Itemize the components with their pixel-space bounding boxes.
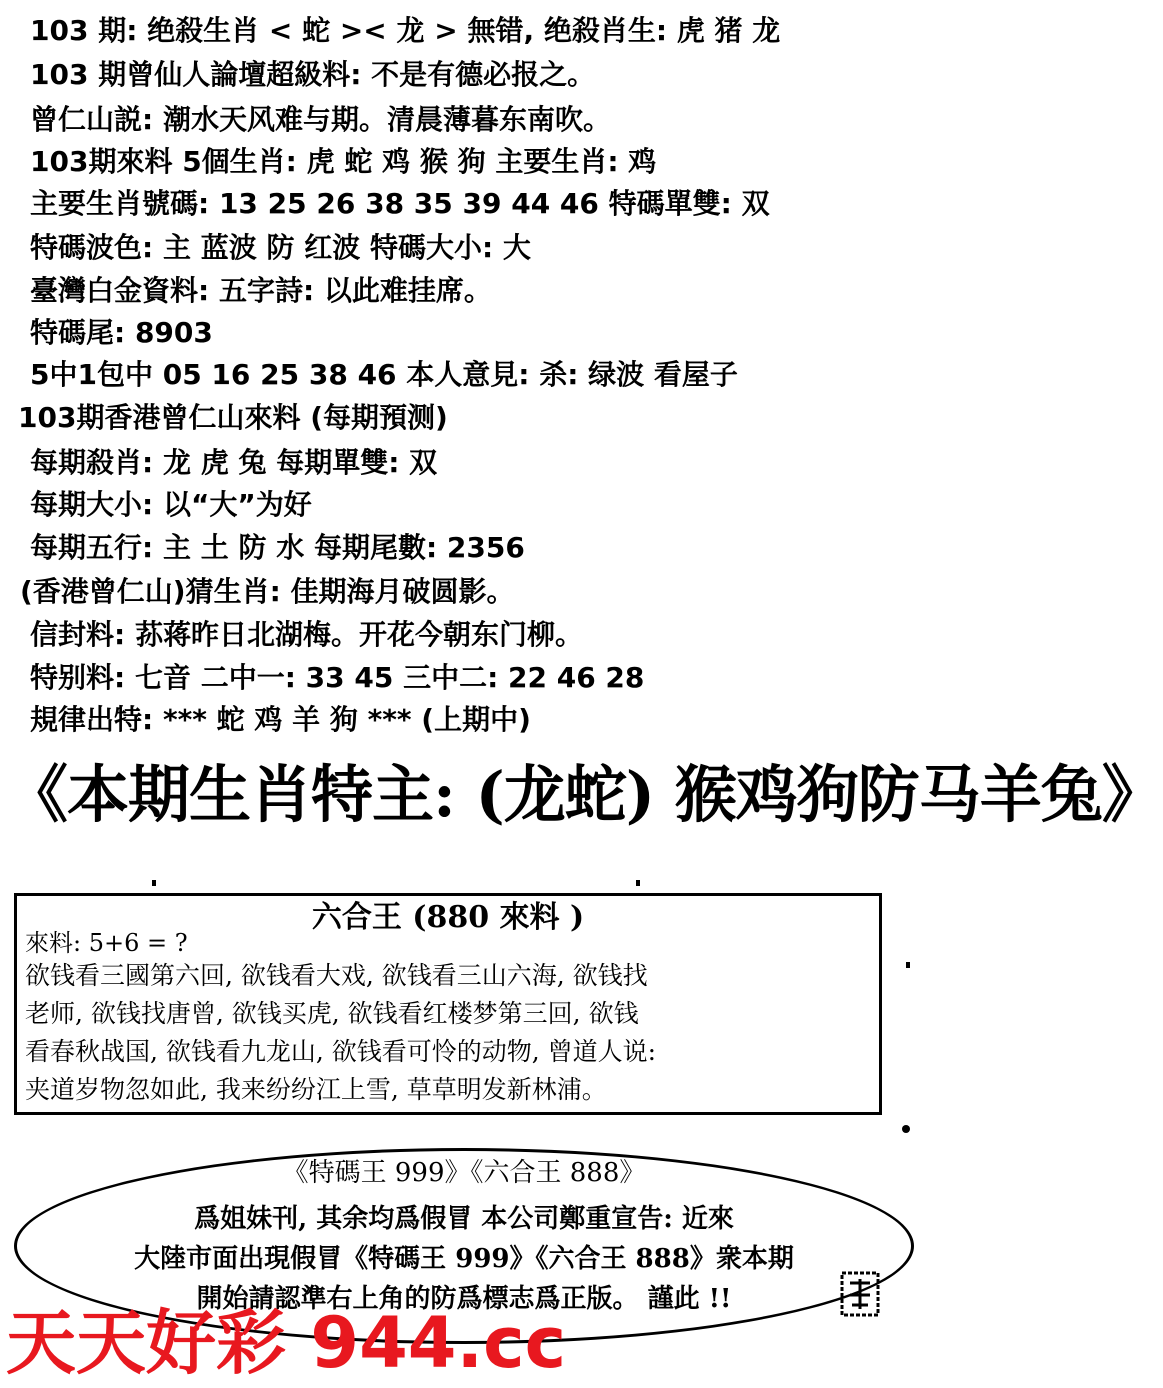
notice-line: 爲姐妹刊, 其余均爲假冒 本公司鄭重宣告: 近來 bbox=[194, 1204, 734, 1234]
forecast-line: 103期香港曾仁山來料 (每期預测) bbox=[18, 401, 448, 434]
speck bbox=[906, 962, 910, 968]
riddle-line: 看春秋战国, 欲钱看九龙山, 欲钱看可怜的动物, 曾道人说: bbox=[25, 1037, 657, 1066]
notice-line: 《特碼王 999》《六合王 888》 bbox=[282, 1158, 646, 1188]
forecast-line: 特别料: 七音 二中一: 33 45 三中二: 22 46 28 bbox=[30, 661, 645, 694]
speck bbox=[902, 1125, 910, 1133]
forecast-line: 臺灣白金資料: 五字詩: 以此难挂席。 bbox=[30, 274, 492, 307]
forecast-line: 主要生肖號碼: 13 25 26 38 35 39 44 46 特碼單雙: 双 bbox=[30, 187, 770, 220]
speck bbox=[636, 880, 640, 886]
forecast-line: 信封料: 荪蒋昨日北湖梅。开花今朝东门柳。 bbox=[30, 618, 583, 651]
forecast-line: 每期五行: 主 土 防 水 每期尾數: 2356 bbox=[30, 531, 525, 564]
notice-line: 開始請認準右上角的防爲標志爲正版。 謹此 !! bbox=[196, 1284, 732, 1314]
riddle-line: 欲钱看三國第六回, 欲钱看大戏, 欲钱看三山六海, 欲钱找 bbox=[25, 961, 648, 990]
main-headline: 《本期生肖特主: (龙蛇) 猴鸡狗防马羊兔》 bbox=[6, 758, 1163, 831]
forecast-line: 每期大小: 以“大”为好 bbox=[30, 488, 312, 521]
forecast-line: 103期來料 5個生肖: 虎 蛇 鸡 猴 狗 主要生肖: 鸡 bbox=[30, 145, 657, 178]
forecast-line: 曾仁山説: 潮水天风难与期。清晨薄暮东南吹。 bbox=[30, 103, 611, 136]
riddle-box bbox=[14, 893, 882, 1115]
forecast-line: 特碼尾: 8903 bbox=[30, 316, 213, 349]
site-watermark: 天天好彩 944.cc bbox=[6, 1302, 567, 1384]
riddle-line: 夹道岁物忽如此, 我来纷纷江上雪, 草草明发新林浦。 bbox=[25, 1075, 607, 1104]
notice-line: 大陸市面出現假冒《特碼王 999》《六合王 888》衆本期 bbox=[134, 1244, 794, 1274]
forecast-line: 特碼波色: 主 蓝波 防 红波 特碼大小: 大 bbox=[30, 231, 531, 264]
forecast-line: 每期殺肖: 龙 虎 兔 每期單雙: 双 bbox=[30, 446, 438, 479]
speck bbox=[152, 880, 156, 886]
forecast-line: 5中1包中 05 16 25 38 46 本人意見: 杀: 绿波 看屋子 bbox=[30, 358, 738, 391]
riddle-box-subtitle: 來料: 5+6 = ? bbox=[25, 929, 188, 957]
stamp-icon bbox=[838, 1269, 882, 1319]
forecast-line: 103 期: 绝殺生肖 < 蛇 >< 龙 > 無错, 绝殺肖生: 虎 猪 龙 bbox=[30, 14, 781, 47]
riddle-box-title: 六合王 (880 來料 ) bbox=[311, 900, 585, 935]
riddle-line: 老师, 欲钱找唐曾, 欲钱买虎, 欲钱看红楼梦第三回, 欲钱 bbox=[25, 999, 639, 1028]
forecast-line: 規律出特: *** 蛇 鸡 羊 狗 *** (上期中) bbox=[30, 703, 531, 736]
authenticity-stamp-icon bbox=[836, 1268, 884, 1320]
forecast-line: 103 期曾仙人論壇超級料: 不是有德必报之。 bbox=[30, 58, 596, 91]
forecast-line: (香港曾仁山)猜生肖: 佳期海月破圆影。 bbox=[20, 575, 515, 608]
